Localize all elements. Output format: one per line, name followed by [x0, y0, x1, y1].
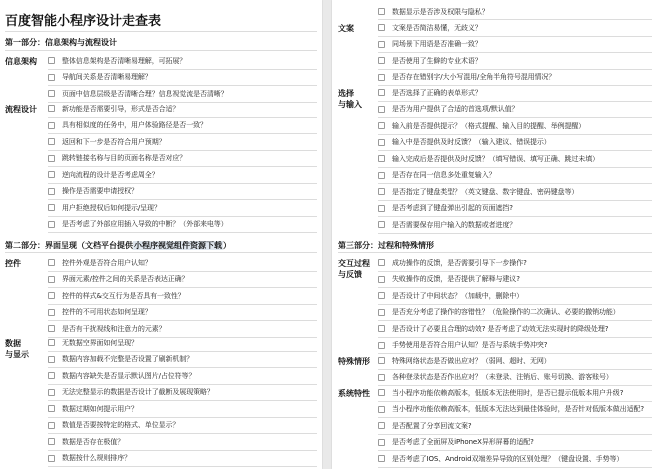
checkbox[interactable] — [378, 8, 385, 15]
checklist-item-text: 无法完整显示的数据是否设计了截断及展现策略？ — [62, 388, 214, 396]
divider — [48, 232, 317, 233]
section-heading-part2 — [5, 240, 231, 251]
checkbox[interactable] — [378, 139, 385, 146]
checkbox[interactable] — [378, 74, 385, 81]
checkbox[interactable] — [48, 339, 55, 346]
category-data-line1: 数据 — [5, 339, 21, 348]
checklist-item-text: 数据过期如何提示用户？ — [62, 404, 138, 413]
checkbox[interactable] — [48, 155, 55, 162]
checkbox[interactable] — [378, 374, 385, 381]
checklist-item — [48, 451, 131, 466]
checkbox[interactable] — [378, 342, 385, 349]
checklist-item-text: 整体信息架构是否清晰易理解，可拓展？ — [62, 56, 187, 65]
checklist-item-text: 失败操作的反馈，是否提供了解释与建议? — [392, 275, 520, 283]
checklist-item — [48, 167, 159, 182]
checklist-item-text: 输入完成后是否提供及时反馈？（填写错误、填写正确、跳过未填） — [392, 154, 599, 163]
checkbox[interactable] — [48, 171, 55, 178]
checkbox[interactable] — [378, 41, 385, 48]
checklist-item-text: 逆向流程的设计是否考虑周全？ — [62, 170, 159, 179]
part2-close: ） — [223, 241, 231, 250]
divider — [5, 50, 317, 51]
checkbox[interactable] — [378, 188, 385, 195]
checklist-item-text: 数据显示是否涉及权限与隐私？ — [392, 7, 489, 16]
checklist-item — [378, 37, 482, 52]
checkbox[interactable] — [378, 259, 385, 266]
category-feedback — [338, 258, 370, 280]
checklist-item — [378, 151, 599, 166]
checkbox[interactable] — [48, 276, 55, 283]
checkbox[interactable] — [378, 205, 385, 212]
checklist-item-text: 数据内容缺失是否显示默认图片/占位符等？ — [62, 371, 196, 380]
checklist-item-text: 输入前是否提供提示？（格式提醒、输入目的提醒、举例提醒） — [392, 121, 586, 130]
checklist-item-text: 界面元素/控件之间的关系是否表达正确？ — [62, 275, 189, 283]
checkbox[interactable] — [48, 389, 55, 396]
checklist-item-text: 是否设计了必要且合理的动效? 是否考虑了动效无法实现时的降级处理? — [392, 324, 609, 333]
divider — [48, 466, 317, 467]
checkbox[interactable] — [378, 221, 385, 228]
checklist-item — [378, 305, 620, 320]
checklist-item — [48, 305, 152, 320]
page-title: 百度智能小程序设计走查表 — [5, 14, 162, 29]
checklist-item — [378, 217, 516, 232]
checklist-item — [378, 338, 547, 353]
divider — [378, 467, 652, 468]
checklist-item-text: 同场景下用语是否准确一致？ — [392, 40, 482, 48]
checkbox[interactable] — [378, 439, 385, 446]
checkbox[interactable] — [378, 422, 385, 429]
checklist-item-text: 数据内容加载不完整是否设置了刷新机制？ — [62, 355, 194, 363]
section-heading-part3: 第三部分：过程和特殊情形 — [338, 241, 434, 250]
checklist-item-text: 是否有干扰视线和注意力的元素？ — [62, 324, 166, 333]
checklist-item-text: 是否充分考虑了操作的容错性？（危险操作的二次确认、必要的撤销功能） — [392, 308, 620, 316]
checklist-item — [378, 385, 623, 400]
checklist-item — [48, 335, 138, 350]
category-flow-design: 流程设计 — [5, 105, 37, 114]
checkbox[interactable] — [378, 276, 385, 283]
part2-title: 第二部分：界面呈现 — [5, 241, 77, 250]
checklist-item-text: 各种登录状态是否作出应对？（未登录、注销后、账号切换、游客账号） — [392, 373, 613, 381]
checklist-item — [48, 70, 152, 85]
checklist-item — [378, 53, 482, 68]
right-checklist-panel — [332, 0, 658, 469]
checkbox[interactable] — [48, 292, 55, 299]
checklist-item-text: 页面中信息层级是否清晰合理？信息视觉流是否清晰？ — [62, 89, 228, 98]
checkbox[interactable] — [378, 24, 385, 31]
checklist-item-text: 是否指定了键盘类型？（英文键盘、数字键盘、密码键盘等） — [392, 187, 579, 196]
checklist-item-text: 是否考虑到了键盘弹出引起的页面遮挡? — [392, 204, 513, 212]
checkbox[interactable] — [48, 309, 55, 316]
checklist-item-text: 当小程序功能依赖高版本，低版本无法达到最佳体验时，是否针对低版本做出适配? — [392, 405, 645, 413]
checklist-item — [48, 352, 193, 367]
checkbox[interactable] — [48, 90, 55, 97]
checklist-item — [378, 102, 518, 117]
checklist-item — [378, 321, 608, 336]
checklist-item-text: 数据按什么规则排序？ — [62, 454, 131, 462]
checklist-item-text: 数据是否存在极值？ — [62, 437, 125, 446]
category-info-architecture: 信息架构 — [5, 57, 37, 66]
checklist-item-text: 数值是否要按特定的格式、单位显示？ — [62, 421, 180, 429]
checklist-item — [48, 418, 179, 433]
checklist-item — [48, 86, 228, 101]
checklist-item-text: 是否选择了正确的表单形式？ — [392, 88, 482, 97]
checklist-item — [48, 101, 179, 116]
checklist-item — [378, 118, 585, 133]
checklist-item-text: 输入中是否提供及时反馈？（输入建议、错误提示） — [392, 138, 551, 146]
divider — [338, 252, 652, 253]
checklist-item — [48, 134, 166, 149]
checklist-item — [378, 402, 644, 417]
checklist-item — [48, 368, 195, 383]
checklist-item — [48, 53, 186, 68]
checklist-item — [378, 451, 623, 466]
checklist-item-text: 是否需要保存用户输入的数据或者进度？ — [392, 220, 517, 229]
checklist-item — [48, 118, 207, 133]
checklist-item — [378, 135, 551, 150]
checklist-item — [378, 370, 613, 385]
checklist-item — [378, 20, 482, 35]
checklist-item — [378, 272, 520, 287]
checkbox[interactable] — [378, 155, 385, 162]
checklist-item — [48, 184, 138, 199]
checkbox[interactable] — [378, 57, 385, 64]
checkbox[interactable] — [378, 122, 385, 129]
checklist-item — [48, 434, 124, 449]
checkbox[interactable] — [48, 259, 55, 266]
checklist-item-text: 当小程序功能依赖高版本，低版本无法使用时，是否已提示低版本用户升级? — [392, 388, 624, 397]
checkbox[interactable] — [378, 406, 385, 413]
checklist-item — [378, 255, 527, 270]
checklist-item — [48, 272, 188, 287]
divider — [5, 252, 317, 253]
checkbox[interactable] — [378, 389, 385, 396]
checkbox[interactable] — [378, 89, 385, 96]
section-heading-part1: 第一部分：信息架构与流程设计 — [5, 38, 117, 47]
checklist-item — [378, 70, 555, 85]
checklist-item-text: 是否配置了分享回流文案? — [392, 421, 472, 430]
checklist-item — [378, 418, 472, 433]
category-copy: 文案 — [338, 24, 354, 33]
checklist-item-text: 是否使用了生僻的专业术语？ — [392, 56, 482, 65]
checkbox[interactable] — [48, 188, 55, 195]
category-special-cases: 特殊情形 — [338, 357, 370, 366]
checklist-item — [378, 184, 578, 199]
checkbox[interactable] — [48, 438, 55, 445]
category-data-display — [5, 338, 29, 360]
component-download-link[interactable]: 小程序视觉组件资源下载 — [134, 241, 222, 250]
checklist-item-text: 特殊网络状态是否做出应对？（弱网、超时、无网） — [392, 356, 551, 365]
checklist-item-text: 是否考虑了IOS、Android双端差异导致的区别处理？（键盘设置、手势等） — [392, 454, 624, 463]
divider — [5, 31, 317, 32]
checklist-item — [378, 435, 534, 450]
checklist-item-text: 是否考虑了外部应用插入导致的中断？（外部来电等） — [62, 220, 228, 228]
category-input-line2: 与输入 — [338, 100, 362, 109]
checklist-item-text: 操作是否需要申请授权？ — [62, 187, 138, 195]
checkbox[interactable] — [378, 309, 385, 316]
checklist-item-text: 导航间关系是否清晰易理解？ — [62, 73, 152, 81]
checklist-item — [48, 288, 185, 303]
checklist-item-text: 控件的样式&交互行为是否具有一致性？ — [62, 291, 185, 300]
checkbox[interactable] — [48, 204, 55, 211]
checklist-item — [48, 151, 186, 166]
checkbox[interactable] — [48, 356, 55, 363]
checklist-item — [48, 255, 152, 270]
checklist-item-text: 无数据空界面如何呈现？ — [62, 338, 138, 347]
category-controls: 控件 — [5, 259, 21, 268]
checklist-item-text: 控件的不可用状态如何呈现？ — [62, 308, 152, 316]
divider — [378, 233, 652, 234]
checklist-item-text: 控件外观是否符合用户认知？ — [62, 258, 152, 267]
checkbox[interactable] — [48, 105, 55, 112]
category-system-features: 系统特性 — [338, 389, 370, 398]
category-input-line1: 选择 — [338, 89, 354, 98]
checklist-item — [48, 385, 214, 400]
checklist-item — [378, 201, 513, 216]
checkbox[interactable] — [48, 405, 55, 412]
checklist-item-text: 是否存在同一信息多处重复输入？ — [392, 171, 496, 179]
checkbox[interactable] — [48, 57, 55, 64]
checkbox[interactable] — [378, 292, 385, 299]
checkbox[interactable] — [48, 138, 55, 145]
checkbox[interactable] — [378, 325, 385, 332]
checklist-item — [48, 217, 228, 232]
left-checklist-panel — [0, 0, 322, 469]
category-data-line2: 与显示 — [5, 350, 29, 359]
checkbox[interactable] — [378, 172, 385, 179]
checklist-item — [378, 353, 551, 368]
checklist-item-text: 是否设计了中间状态？（加载中，删除中） — [392, 291, 524, 300]
category-select-input — [338, 88, 362, 110]
checkbox[interactable] — [48, 221, 55, 228]
checklist-item-text: 具有相似度的任务中，用户体验路径是否一致？ — [62, 121, 207, 129]
checklist-item — [48, 401, 138, 416]
checkbox[interactable] — [48, 372, 55, 379]
checklist-item-text: 新功能是否需要引导，形式是否合适？ — [62, 104, 180, 113]
checkbox[interactable] — [378, 106, 385, 113]
checklist-item-text: 是否考虑了全面屏及iPhoneX异形屏幕的适配? — [392, 438, 534, 446]
checklist-item-text: 是否存在错别字/大小写混用/全角半角符号混用情况？ — [392, 73, 556, 81]
checkbox[interactable] — [378, 455, 385, 462]
checklist-item-text: 返回和下一步是否符合用户预期？ — [62, 137, 166, 146]
checklist-item — [378, 288, 523, 303]
checklist-item — [48, 200, 161, 215]
part2-note: （文档平台提供 — [77, 241, 133, 250]
checklist-item-text: 文案是否简洁易懂，无歧义？ — [392, 23, 482, 32]
category-fb-line2: 与反馈 — [338, 270, 362, 279]
checkbox[interactable] — [48, 74, 55, 81]
checkbox[interactable] — [48, 122, 55, 129]
checkbox[interactable] — [48, 455, 55, 462]
checklist-item — [48, 321, 166, 336]
checklist-item-text: 是否为用户提供了合适的首选项/默认值？ — [392, 105, 519, 113]
checklist-item-text: 用户拒绝授权后如何提示/呈现？ — [62, 203, 161, 212]
checklist-item — [378, 168, 496, 183]
checkbox[interactable] — [48, 422, 55, 429]
checkbox[interactable] — [48, 325, 55, 332]
checklist-item-text: 手势使用是否符合用户认知？是否与系统手势冲突? — [392, 341, 548, 349]
category-fb-line1: 交互过程 — [338, 259, 370, 268]
checklist-item — [378, 85, 482, 100]
checklist-item — [378, 4, 489, 19]
checklist-item-text: 成功操作的反馈，是否需要引导下一步操作? — [392, 258, 527, 267]
checkbox[interactable] — [378, 357, 385, 364]
checklist-item-text: 跳转链接名称与目的页面名称是否对应？ — [62, 154, 187, 162]
